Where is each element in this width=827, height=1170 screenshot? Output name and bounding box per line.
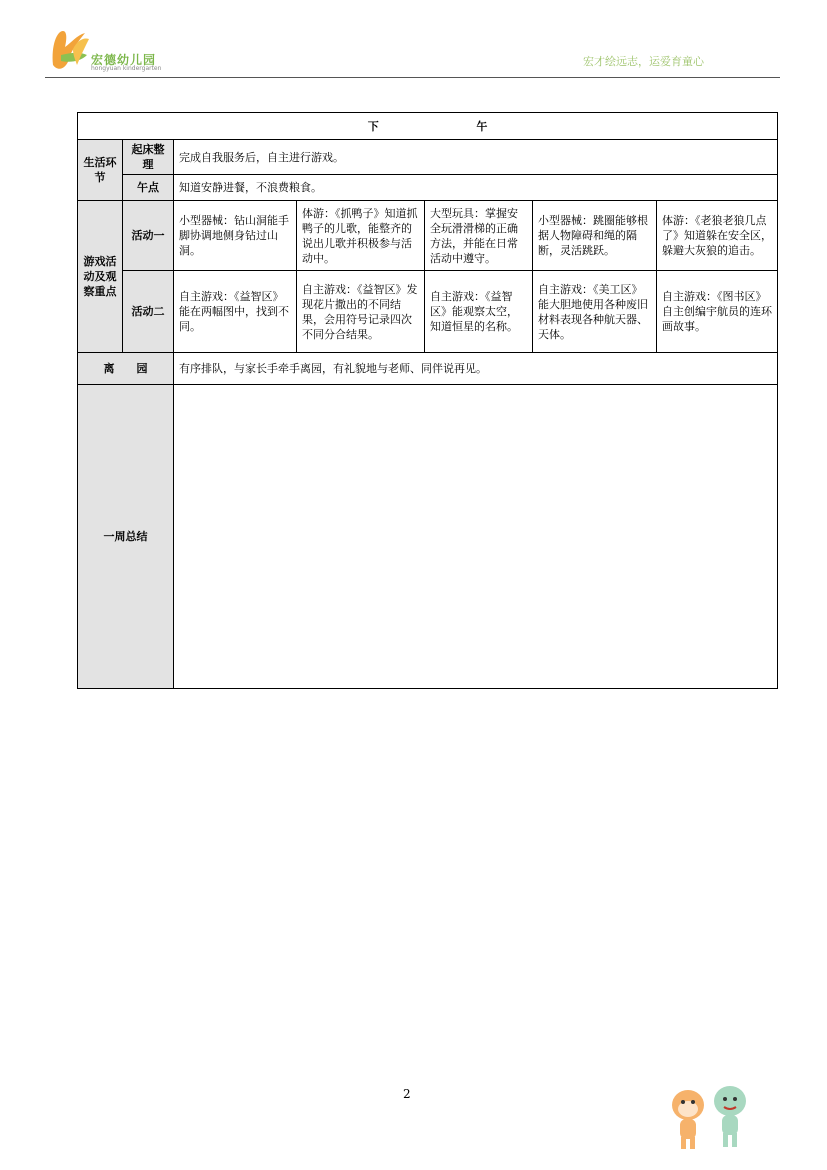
table-row <box>78 271 778 353</box>
table-title-row <box>78 113 778 140</box>
title-right: 午 <box>476 119 488 133</box>
table-row <box>78 201 778 271</box>
activity2-cell: 自主游戏：《益智区》发现花片撒出的不同结果，会用符号记录四次不同分合结果。 <box>297 271 425 353</box>
title-left: 下 <box>367 119 379 133</box>
activity1-cell: 体游：《抓鸭子》知道抓鸭子的儿歌，能整齐的说出儿歌并积极参与活动中。 <box>297 201 425 271</box>
getup-content: 完成自我服务后，自主进行游戏。 <box>174 140 778 175</box>
table-row <box>78 140 778 175</box>
activity1-cell: 大型玩具：掌握安全玩滑滑梯的正确方法，并能在日常活动中遵守。 <box>425 201 533 271</box>
header-motto: 宏才绘远志，运爱育童心 <box>583 55 704 68</box>
activity1-cell: 小型器械：跳圈能够根据人物障碍和绳的隔断，灵活跳跃。 <box>533 201 657 271</box>
activity1-cell: 小型器械：钻山洞能手脚协调地侧身钻过山洞。 <box>174 201 297 271</box>
logo-text: 宏德幼儿园 <box>91 53 157 67</box>
activity2-label: 活动二 <box>123 271 174 353</box>
activity2-cell: 自主游戏：《益智区》能观察太空，知道恒星的名称。 <box>425 271 533 353</box>
snack-content: 知道安静进餐，不浪费粮食。 <box>174 175 778 201</box>
leave-label: 离 园 <box>78 353 174 385</box>
activity1-cell: 体游：《老狼老狼几点了》知道躲在安全区，躲避大灰狼的追击。 <box>657 201 778 271</box>
page-number: 2 <box>403 1087 411 1101</box>
table-row <box>78 353 778 385</box>
life-label: 生活环节 <box>78 140 123 201</box>
table-row <box>78 175 778 201</box>
snack-label: 午点 <box>123 175 174 201</box>
logo-subtext: hongyuan kindergarten <box>91 65 162 72</box>
afternoon-plan-table <box>77 112 778 689</box>
activity2-cell: 自主游戏：《美工区》能大胆地使用各种废旧材料表现各种航天器、天体。 <box>533 271 657 353</box>
leave-content: 有序排队，与家长手牵手离园，有礼貌地与老师、同伴说再见。 <box>174 353 778 385</box>
getup-label: 起床整理 <box>123 140 174 175</box>
activity2-cell: 自主游戏：《图书区》自主创编宇航员的连环画故事。 <box>657 271 778 353</box>
mascot-illustration <box>664 1075 764 1155</box>
table-row <box>78 385 778 689</box>
table-title <box>78 113 778 140</box>
summary-label: 一周总结 <box>78 385 174 689</box>
activity2-cell: 自主游戏：《益智区》能在两幅图中，找到不同。 <box>174 271 297 353</box>
summary-content <box>174 385 778 689</box>
games-label: 游戏活动及观察重点 <box>78 201 123 353</box>
activity1-label: 活动一 <box>123 201 174 271</box>
page-header <box>45 25 780 78</box>
